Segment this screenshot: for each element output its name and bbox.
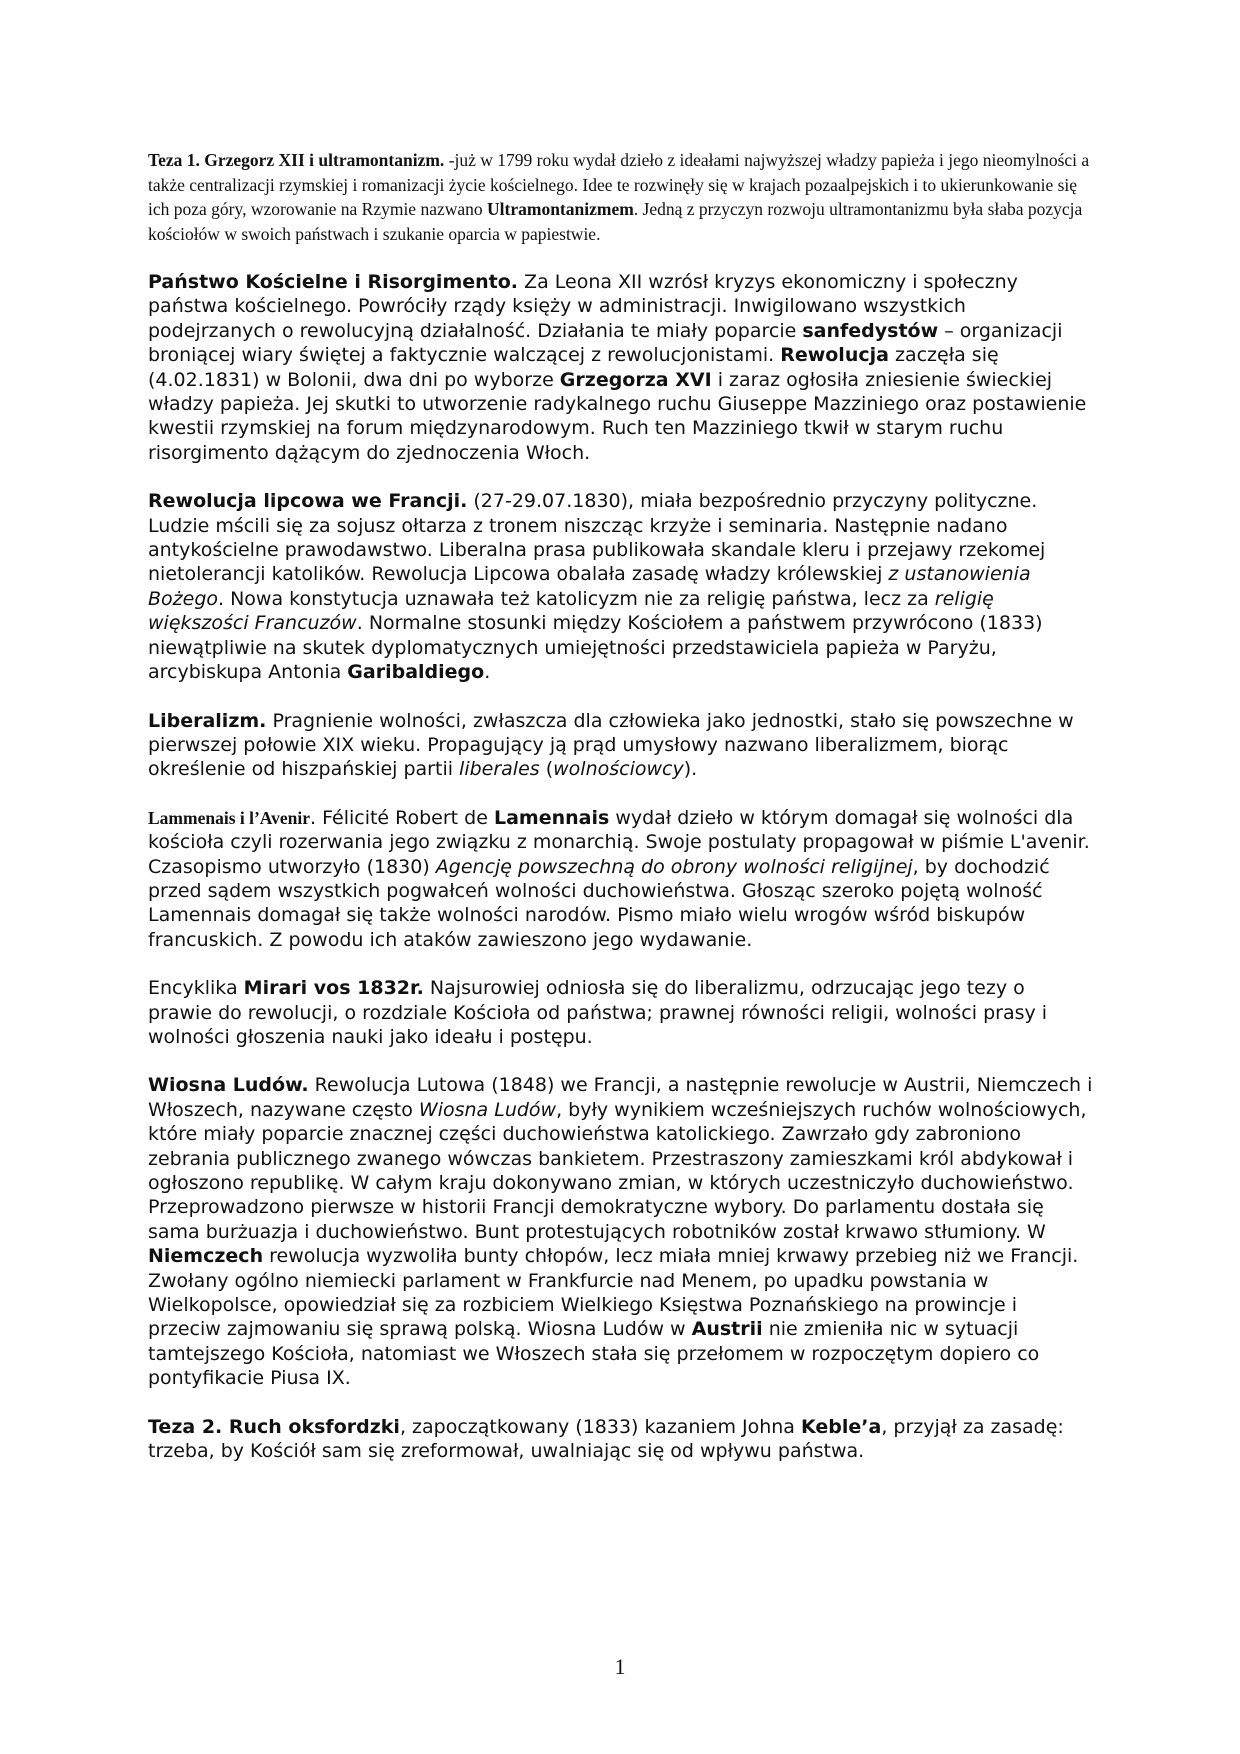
page-number: 1 — [614, 1654, 626, 1679]
text-run: ( — [539, 758, 554, 781]
paragraph — [148, 1415, 1094, 1464]
text-run: , przyjął za zasadę: trzeba, by Kościół sam się zreformował, uwalniając się od wpływu państwa. — [148, 1415, 1064, 1463]
bold-text-run: Lammenais i l’Avenir — [148, 807, 311, 828]
text-run: . Félicité Robert de — [310, 806, 494, 829]
text-run: zaczęła się (4.02.1831) w Bolonii, dwa dni po wyborze — [148, 344, 999, 391]
italic-text-run: z ustanowienia Bożego — [148, 563, 1031, 610]
bold-text-run: Lamennais — [493, 806, 610, 829]
text-run: Najsurowiej odniosła się do liberalizmu, odrzucając jego tezy o prawie do rewolucji, o rozdziale Kościoła od państwa; prawnej równości religii, wolności prasy i wolności głoszenia nauki jako ideału i postępu. — [148, 977, 1048, 1048]
italic-text-run: Wiosna Ludów — [418, 1098, 557, 1121]
italic-text-run: Agencję powszechną do obrony wolności religijnej — [435, 855, 913, 878]
paragraph-gap — [148, 1391, 1094, 1415]
text-run: , by dochodzić przed sądem wszystkich pogwałceń wolności duchowieństwa. Głosząc szeroko pojętą wolność Lamennais domagał się także wolności narodów. Pismo miało wielu wrogów wśród biskupów francuskich. Z powodu ich ataków zawieszono jego wydawanie. — [148, 855, 1050, 951]
text-run: . Normalne stosunki między Kościołem a państwem przywrócono (1833) niewątpliwie na skutek dyplomatycznych umiejętności przedstawiciela papieża w Paryżu, arcybiskupa Antonia — [148, 612, 1043, 684]
bold-text-run: Ultramontanizmem — [487, 199, 634, 219]
bold-text-run: Rewolucja lipcowa we Francji. — [148, 490, 468, 513]
paragraph — [148, 806, 1094, 952]
paragraph — [148, 148, 1094, 246]
paragraph — [148, 709, 1094, 782]
bold-text-run: Garibaldiego — [347, 661, 485, 684]
text-run: . Jedną z przyczyn rozwoju ultramontanizmu była słaba pozycja kościołów w swoich państwach i szukanie oparcia w papiestwie. — [148, 199, 1083, 244]
paragraph-gap — [148, 465, 1094, 489]
bold-text-run: Keble’a — [801, 1415, 882, 1438]
bold-text-run: Państwo Kościelne i Risorgimento. — [148, 271, 519, 293]
paragraph — [148, 1073, 1094, 1390]
italic-text-run: wolnościowcy — [553, 758, 684, 781]
text-run: Rewolucja Lutowa (1848) we Francji, a następnie rewolucje w Austrii, Niemczech i Włoszech, nazywane często — [148, 1074, 1093, 1121]
bold-text-run: Austrii — [691, 1318, 763, 1341]
text-run: Za Leona XII wzrósł kryzys ekonomiczny i społeczny państwa kościelnego. Powróciły rządy księży w administracji. Inwigilowano wszystkich podejrzanych o rewolucyjną działalność. Działania te miały poparcie — [148, 271, 1018, 342]
bold-text-run: Wiosna Ludów. — [148, 1074, 309, 1097]
bold-text-run: Liberalizm. — [148, 709, 267, 732]
document-body — [148, 148, 1094, 1463]
paragraph-gap — [148, 782, 1094, 806]
text-run: rewolucja wyzwoliła bunty chłopów, lecz miała mniej krwawy przebieg niż we Francji. Zwołany ogólno niemiecki parlament w Frankfurcie nad Menem, po upadku powstania w Wielkopolsce, opowiedział się za rozbiciem Wielkiego Księstwa Poznańskiego na prowincje i przeciw zajmowaniu się sprawą polską. Wiosna Ludów w — [148, 1245, 1079, 1341]
bold-text-run: Grzegorza XVI — [559, 368, 712, 391]
italic-text-run: liberales — [459, 758, 540, 781]
bold-text-run: Teza 1. Grzegorz XII i ultramontanizm. — [148, 150, 445, 170]
paragraph-gap — [148, 685, 1094, 709]
text-run: Encyklika — [148, 977, 244, 1000]
bold-text-run: Teza 2. Ruch oksfordzki — [148, 1415, 400, 1438]
bold-text-run: Mirari vos 1832r. — [243, 977, 424, 1000]
text-run: . Nowa konstytucja uznawała też katolicyzm nie za religię państwa, lecz za — [218, 587, 935, 610]
bold-text-run: Niemczech — [148, 1245, 264, 1268]
bold-text-run: sanfedystów — [802, 319, 939, 342]
paragraph — [148, 270, 1094, 465]
text-run: Pragnienie wolności, zwłaszcza dla człowieka jako jednostki, stało się powszechne w pierwszej połowie XIX wieku. Propagujący ją prąd umysłowy nazwano liberalizmem, biorąc określenie od hiszpańskiej partii — [148, 709, 1074, 781]
paragraph-gap — [148, 952, 1094, 976]
text-run: i zaraz ogłosiła zniesienie świeckiej władzy papieża. Jej skutki to utworzenie radykalnego ruchu Giuseppe Mazziniego oraz postawienie kwestii rzymskiej na forum międzynarodowym. Ruch ten Mazziniego tkwił w starym ruchu risorgimento dążącym do zjednoczenia Włoch. — [148, 368, 1087, 464]
text-run: , zapoczątkowany (1833) kazaniem Johna — [399, 1415, 801, 1438]
italic-text-run: religię większości Francuzów — [148, 587, 994, 635]
paragraph-gap — [148, 1049, 1094, 1073]
paragraph-gap — [148, 246, 1094, 270]
text-run: , były wynikiem wcześniejszych ruchów wolnościowych, które miały poparcie znacznej części duchowieństwa katolickiego. Zawrzało gdy zabroniono zebrania publicznego zwanego wówczas bankietem. Przestraszony zamieszkami król abdykował i ogłoszono republikę. W całym kraju dokonywano zmian, w których uczestniczyło duchowieństwo. Przeprowadzono pierwsze w historii Francji demokratyczne wybory. Do parlamentu dostała się sama burżuazja i duchowieństwo. Bunt protestujących robotników został krwawo stłumiony. W — [148, 1098, 1087, 1243]
text-run: (27-29.07.1830), miała bezpośrednio przyczyny polityczne. Ludzie mścili się za sojusz ołtarza z tronem niszcząc krzyże i seminaria. Następnie nadano antykościelne prawodawstwo. Liberalna prasa publikowała skandale kleru i przejawy rzekomej nietolerancji katolików. Rewolucja Lipcowa obalała zasadę władzy królewskiej — [148, 490, 1046, 586]
text-run: nie zmieniła nic w sytuacji tamtejszego Kościoła, natomiast we Włoszech stała się przełomem w rozpoczętym dopiero co pontyfikacie Piusa IX. — [148, 1318, 1040, 1390]
text-run: ). — [683, 758, 698, 781]
text-run: -już w 1799 roku wydał dzieło z ideałami najwyższej władzy papieża i jego nieomylności a także centralizacji rzymskiej i romanizacji życie kościelnego. Idee te rozwinęły się w krajach pozaalpejskich i to ukierunkowanie się ich poza góry, wzorowanie na Rzymie nazwano — [148, 150, 1090, 219]
bold-text-run: Rewolucja — [780, 344, 889, 367]
paragraph — [148, 976, 1094, 1049]
paragraph — [148, 489, 1094, 684]
text-run: . — [484, 661, 491, 684]
text-run: wydał dzieło w którym domagał się wolności dla kościoła czyli rozerwania jego związku z monarchią. Swoje postulaty propagował w piśmie L'avenir. Czasopismo utworzyło (1830) — [148, 806, 1090, 878]
text-run: – organizacji broniącej wiary świętej a faktycznie walczącej z rewolucjonistami. — [148, 319, 1063, 367]
